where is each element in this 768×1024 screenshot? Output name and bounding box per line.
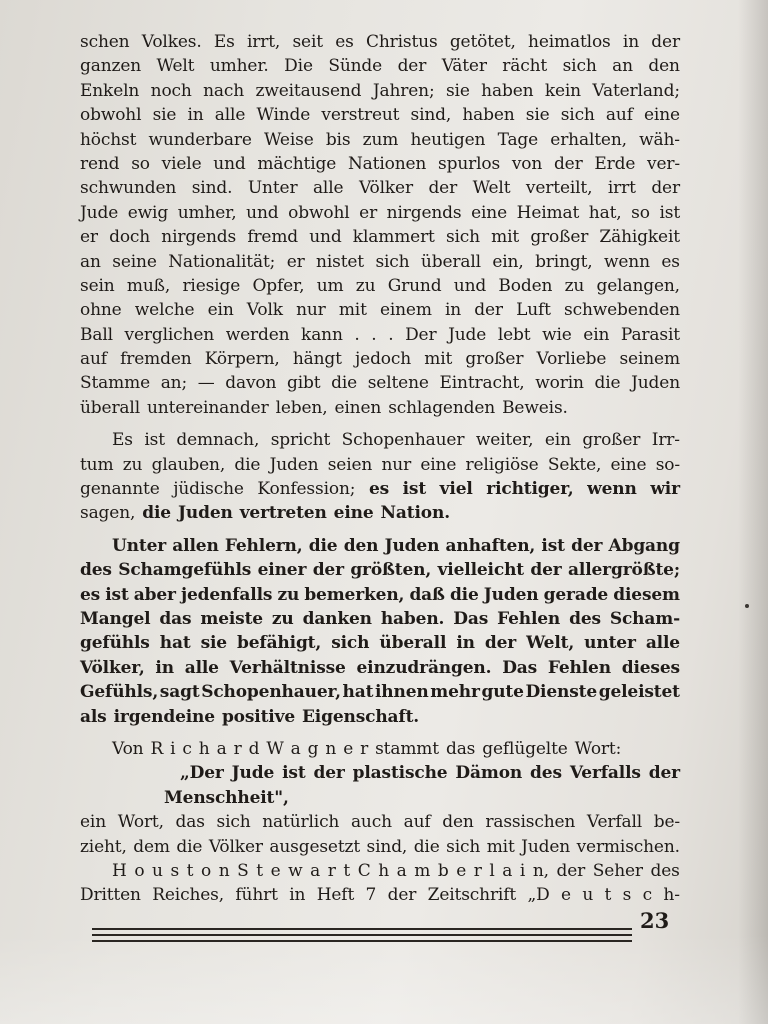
text-line: auf fremden Körpern, hängt jedoch mit großer Vorliebe seinem (80, 349, 680, 370)
text-line: gefühls hat sie befähigt, sich überall in der Welt, unter alle (80, 633, 680, 654)
text-line: tum zu glauben, die Juden seien nur eine religiöse Sekte, eine so- (80, 454, 680, 475)
paragraph-gap (80, 526, 680, 534)
text-line: Gefühls, sagt Schopenhauer, hat ihnen mehr gute Dienste geleistet (80, 682, 680, 703)
text-line: sagen, die Juden vertreten eine Nation. (80, 503, 450, 524)
text-line: obwohl sie in alle Winde verstreut sind, haben sie sich auf eine (80, 105, 680, 126)
footer-rule-line-1 (92, 928, 632, 930)
text-line: Unter allen Fehlern, die den Juden anhaften, ist der Abgang (112, 535, 680, 556)
text-line: „Der Jude ist der plastische Dämon des Verfalls der (180, 763, 680, 784)
text-line: an seine Nationalität; er nistet sich überall ein, bringt, wenn es (80, 251, 680, 272)
page-number: 23 (640, 908, 670, 933)
body-text (80, 30, 680, 908)
text-line: H o u s t o n S t e w a r t C h a m b e r l a i n, der Seher des (112, 860, 680, 881)
text-line: Enkeln noch nach zweitausend Jahren; sie haben kein Vaterland; (80, 80, 680, 101)
text-line: genannte jüdische Konfession; es ist viel richtiger, wenn wir (80, 479, 680, 500)
text-line: höchst wunderbare Weise bis zum heutigen Tage erhalten, wäh- (80, 129, 680, 150)
paragraph-gap (80, 420, 680, 428)
page-edge-shadow (738, 0, 768, 1024)
text-line: des Schamgefühls einer der größten, vielleicht der allergrößte; (80, 560, 680, 581)
text-line: überall untereinander leben, einen schlagenden Beweis. (80, 397, 568, 418)
text-line: Menschheit", (164, 787, 289, 808)
text-line: Jude ewig umher, und obwohl er nirgends eine Heimat hat, so ist (80, 202, 680, 223)
text-line: Stamme an; — davon gibt die seltene Eintracht, worin die Juden (80, 373, 680, 394)
text-line: Völker, in alle Verhältnisse einzudrängen. Das Fehlen dieses (80, 657, 680, 678)
footer-rule-line-2 (92, 934, 632, 936)
text-line: Mangel das meiste zu danken haben. Das Fehlen des Scham- (80, 608, 680, 629)
text-line: als irgendeine positive Eigenschaft. (80, 706, 420, 727)
paragraph-gap (80, 729, 680, 737)
text-line: Von R i c h a r d W a g n e r stammt das geflügelte Wort: (112, 738, 622, 759)
text-line: zieht, dem die Völker ausgesetzt sind, die sich mit Juden vermischen. (80, 836, 680, 857)
paper-speck (745, 604, 749, 608)
text-line: Es ist demnach, spricht Schopenhauer weiter, ein großer Irr- (112, 430, 680, 451)
text-line: Ball verglichen werden kann . . . Der Jude lebt wie ein Parasit (80, 324, 680, 345)
text-line: ein Wort, das sich natürlich auch auf den rassischen Verfall be- (80, 812, 680, 833)
footer-rule (92, 928, 632, 946)
page-bottom-highlight (0, 934, 768, 1024)
text-line: Dritten Reiches, führt in Heft 7 der Zeitschrift „D e u t s c h- (80, 885, 680, 906)
text-line: schen Volkes. Es irrt, seit es Christus getötet, heimatlos in der (80, 32, 680, 52)
text-line: es ist aber jedenfalls zu bemerken, daß die Juden gerade diesem (80, 584, 680, 605)
footer-rule-line-3 (92, 940, 632, 942)
text-line: schwunden sind. Unter alle Völker der Welt verteilt, irrt der (80, 178, 680, 199)
text-line: ganzen Welt umher. Die Sünde der Väter rächt sich an den (80, 56, 680, 77)
text-line: ohne welche ein Volk nur mit einem in der Luft schwebenden (80, 300, 680, 321)
text-line: sein muß, riesige Opfer, um zu Grund und Boden zu gelangen, (80, 275, 680, 296)
text-line: rend so viele und mächtige Nationen spurlos von der Erde ver- (80, 153, 680, 174)
text-line: er doch nirgends fremd und klammert sich mit großer Zähigkeit (80, 227, 680, 248)
